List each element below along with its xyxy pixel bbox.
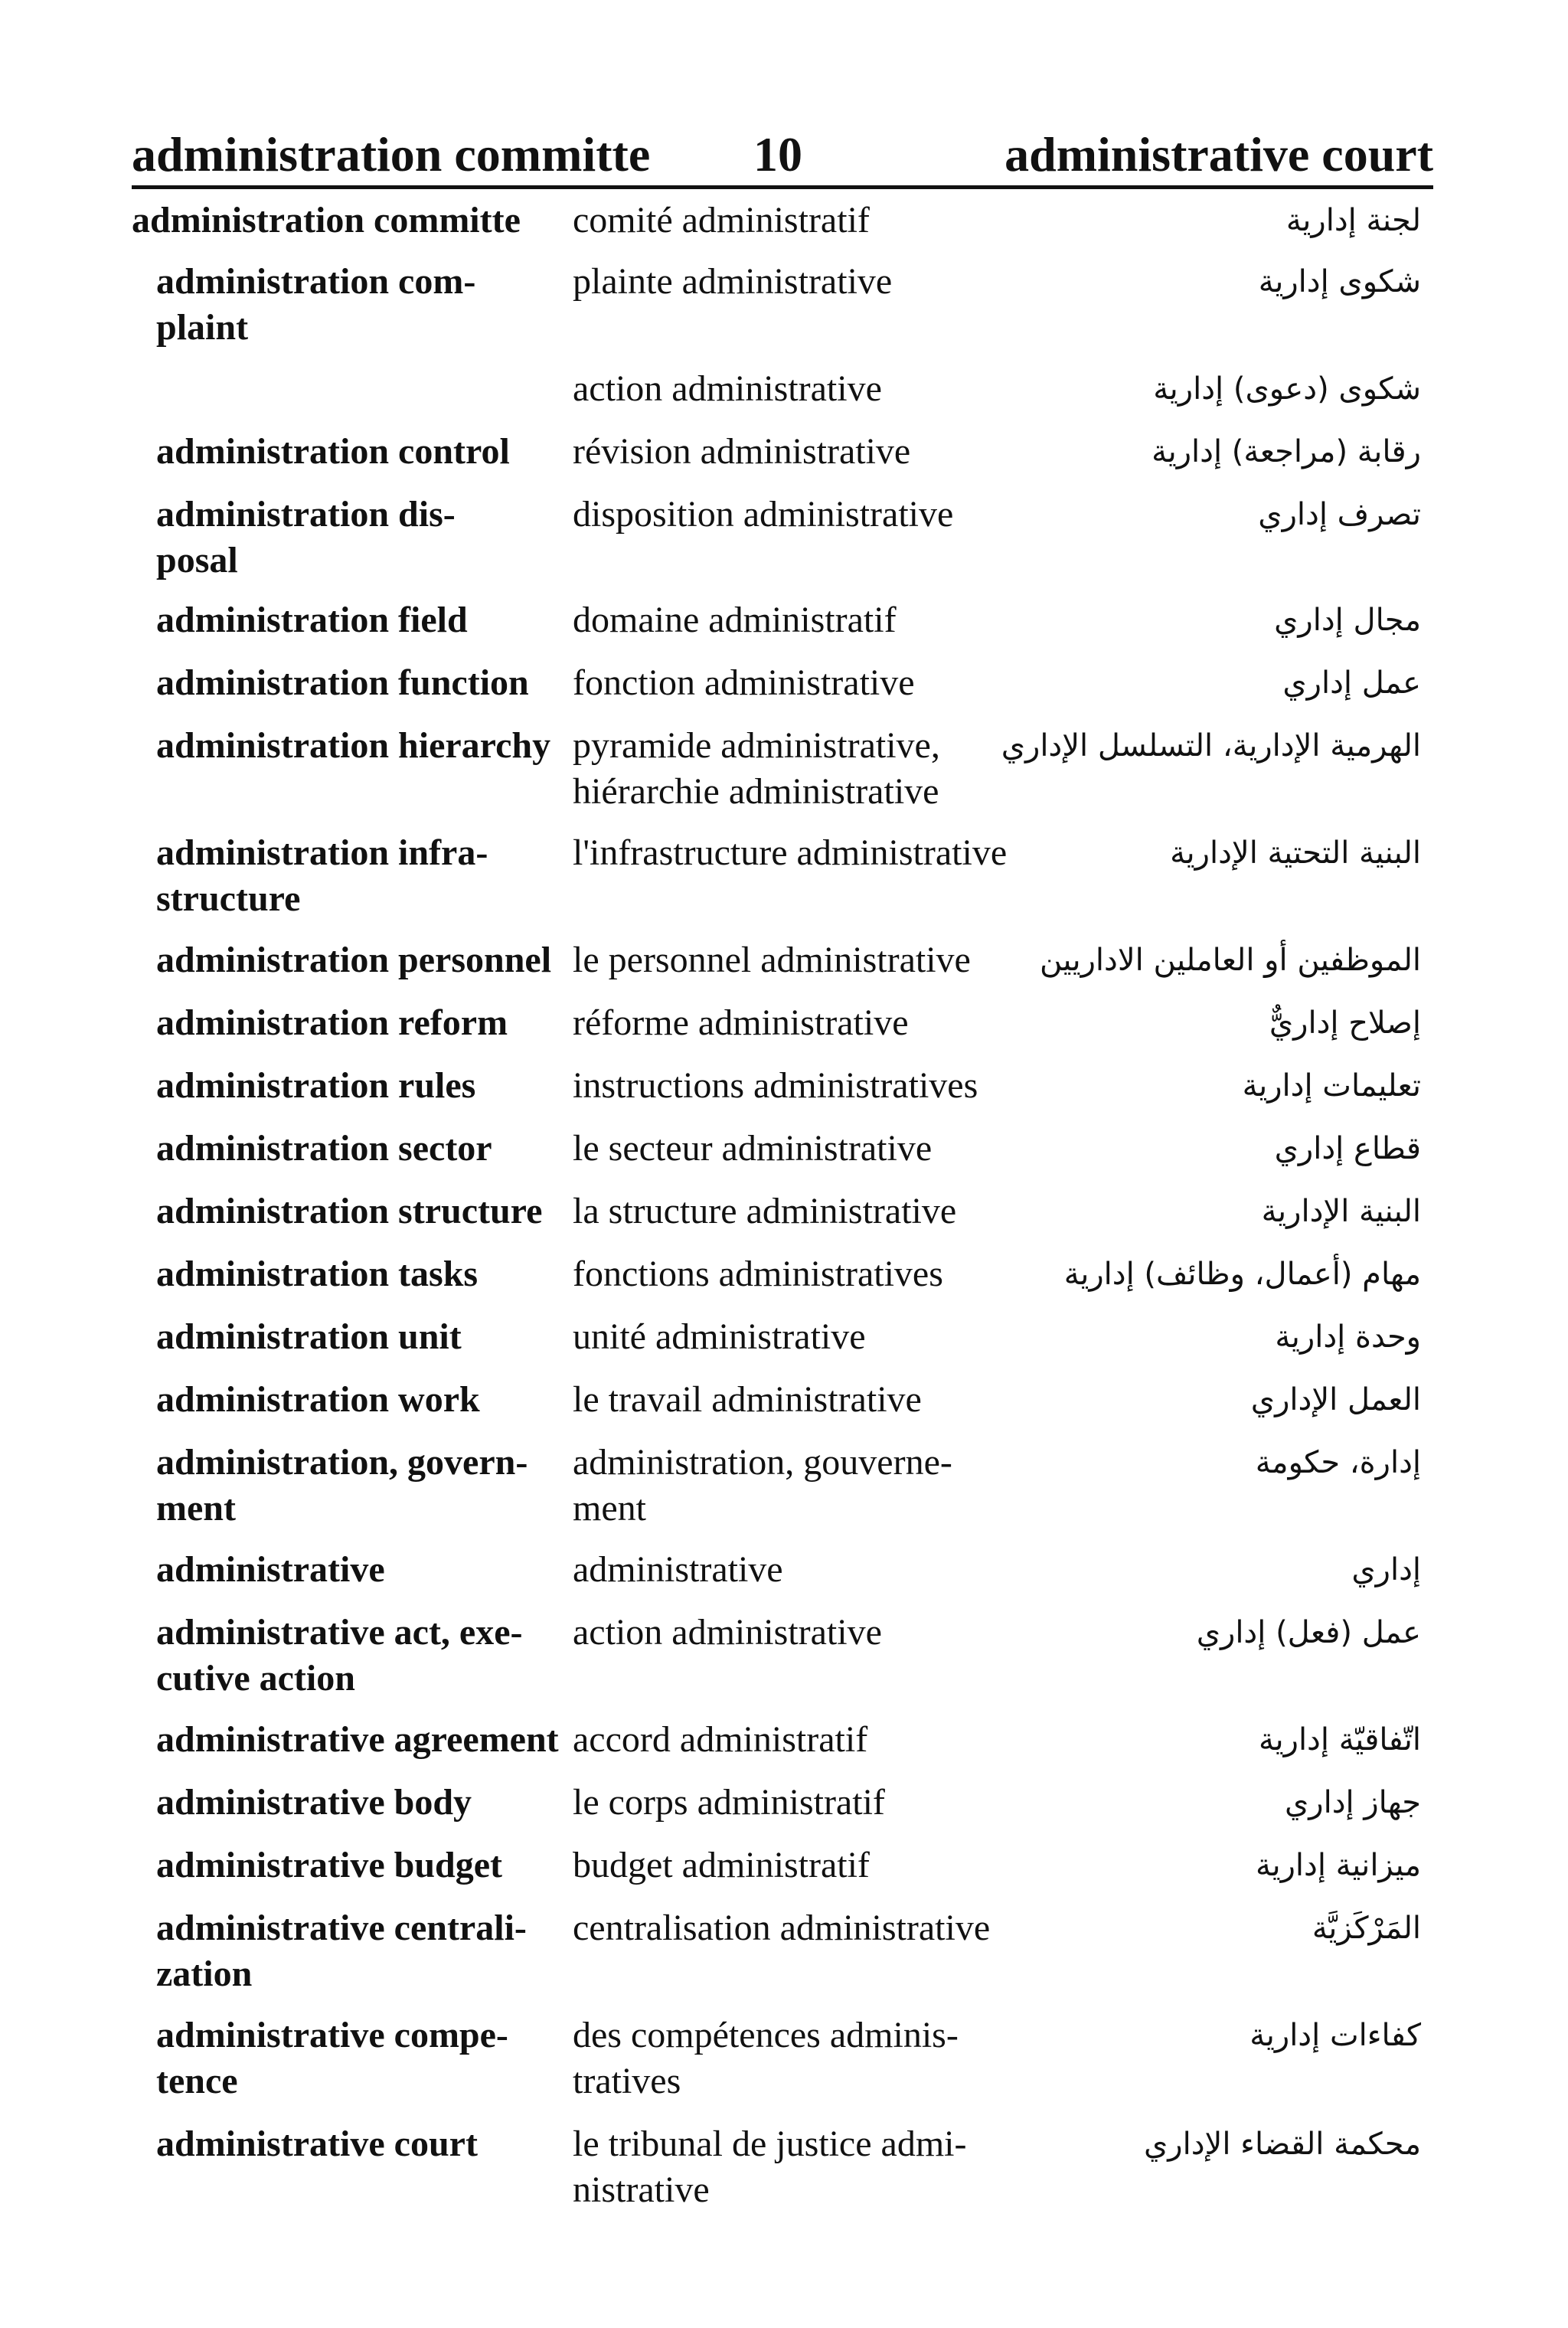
running-header — [132, 124, 1433, 189]
entry-arabic: الهرمية الإدارية، التسلسل الإداري — [1001, 728, 1421, 763]
entry-arabic: تعليمات إدارية — [1242, 1068, 1421, 1104]
entry-english: administrative centrali- zation — [156, 1908, 527, 1994]
entry-english: administrative agreement — [156, 1719, 559, 1760]
dictionary-entry — [0, 492, 1568, 597]
entry-french: unité administrative — [573, 1316, 866, 1357]
entry-french: fonction administrative — [573, 662, 915, 703]
entry-arabic: كفاءات إدارية — [1250, 2018, 1421, 2053]
entry-arabic: إدارة، حكومة — [1255, 1445, 1421, 1480]
entry-french: domaine administratif — [573, 600, 897, 640]
entry-arabic: رقابة (مراجعة) إدارية — [1152, 434, 1421, 469]
entry-english: administration unit — [156, 1316, 462, 1357]
entry-list — [0, 198, 1568, 2228]
entry-french: pyramide administrative, hiérarchie administrative — [573, 725, 940, 812]
entry-arabic: البنية التحتية الإدارية — [1170, 835, 1421, 871]
entry-arabic: مهام (أعمال، وظائف) إدارية — [1063, 1257, 1421, 1292]
entry-english: administration sector — [156, 1128, 492, 1169]
dictionary-entry — [0, 429, 1568, 492]
entry-arabic: وحدة إدارية — [1275, 1319, 1421, 1355]
entry-english: administration dis- posal — [156, 494, 456, 580]
dictionary-entry — [0, 2121, 1568, 2228]
entry-english: administration field — [156, 600, 468, 640]
dictionary-entry — [0, 660, 1568, 723]
dictionary-entry — [0, 1377, 1568, 1440]
dictionary-entry — [0, 1440, 1568, 1547]
entry-french: le corps administratif — [573, 1782, 885, 1823]
header-last-entry: administrative court — [1004, 127, 1433, 181]
dictionary-entry — [0, 198, 1568, 259]
entry-french: révision administrative — [573, 431, 911, 472]
entry-english: administration rules — [156, 1065, 476, 1106]
entry-arabic: شكوى (دعوى) إدارية — [1153, 371, 1421, 407]
entry-english: administration tasks — [156, 1254, 479, 1294]
dictionary-entry — [0, 1610, 1568, 1717]
entry-english: administration infra- structure — [156, 832, 488, 919]
dictionary-entry — [0, 723, 1568, 830]
entry-french: disposition administrative — [573, 494, 954, 535]
entry-arabic: الموظفين أو العاملين الاداريين — [1039, 943, 1421, 978]
entry-french: la structure administrative — [573, 1191, 957, 1231]
entry-english: administration hierarchy — [156, 725, 551, 766]
entry-english: administration committe — [132, 200, 521, 240]
entry-french: administrative — [573, 1549, 783, 1590]
entry-french: centralisation administrative — [573, 1908, 991, 1948]
entry-english: administrative court — [156, 2124, 478, 2164]
dictionary-entry — [0, 259, 1568, 366]
entry-arabic: العمل الإداري — [1250, 1382, 1421, 1417]
entry-english: administration personnel — [156, 940, 552, 980]
entry-arabic: محكمة القضاء الإداري — [1143, 2127, 1421, 2162]
dictionary-entry — [0, 1717, 1568, 1780]
entry-french: le tribunal de justice admi- nistrative — [573, 2124, 967, 2210]
entry-arabic: لجنة إدارية — [1285, 203, 1421, 238]
dictionary-entry — [0, 597, 1568, 660]
entry-arabic: المَرْكَزيَّة — [1312, 1911, 1421, 1946]
entry-french: le secteur administrative — [573, 1128, 933, 1169]
entry-english: administration com- plaint — [156, 261, 476, 348]
entry-english: administrative — [156, 1549, 385, 1590]
entry-french: l'infrastructure administrative — [573, 832, 1008, 873]
dictionary-entry — [0, 830, 1568, 937]
page-number: 10 — [753, 127, 802, 181]
entry-french: action administrative — [573, 368, 882, 409]
entry-french: administration, gouverne- ment — [573, 1442, 952, 1529]
entry-french: des compétences adminis- tratives — [573, 2015, 959, 2101]
entry-arabic: إداري — [1351, 1552, 1421, 1587]
entry-arabic: ميزانية إدارية — [1256, 1848, 1421, 1883]
entry-english: administrative compe- tence — [156, 2015, 508, 2101]
entry-arabic: إصلاح إداريٌّ — [1269, 1005, 1421, 1041]
entry-english: administration function — [156, 662, 529, 703]
dictionary-entry — [0, 1126, 1568, 1189]
entry-french: instructions administratives — [573, 1065, 978, 1106]
entry-french: le personnel administrative — [573, 940, 971, 980]
dictionary-entry — [0, 1189, 1568, 1251]
entry-french: accord administratif — [573, 1719, 868, 1760]
header-first-entry: administration committe — [132, 127, 651, 181]
entry-french: le travail administrative — [573, 1379, 922, 1420]
entry-arabic: مجال إداري — [1274, 603, 1421, 638]
entry-english: administrative budget — [156, 1845, 503, 1885]
entry-english: administration, govern- ment — [156, 1442, 528, 1529]
entry-french: action administrative — [573, 1612, 882, 1653]
entry-english: administration reform — [156, 1002, 508, 1043]
dictionary-entry — [0, 1314, 1568, 1377]
dictionary-entry — [0, 366, 1568, 429]
entry-english: administration control — [156, 431, 510, 472]
entry-arabic: البنية الإدارية — [1261, 1194, 1421, 1229]
dictionary-entry — [0, 1251, 1568, 1314]
entry-french: budget administratif — [573, 1845, 870, 1885]
entry-english: administration structure — [156, 1191, 543, 1231]
entry-arabic: شكوى إدارية — [1258, 264, 1421, 299]
entry-arabic: قطاع إداري — [1274, 1131, 1421, 1166]
entry-arabic: جهاز إداري — [1284, 1785, 1421, 1820]
entry-arabic: اتّفاقيّة إدارية — [1259, 1722, 1421, 1757]
dictionary-entry — [0, 1000, 1568, 1063]
dictionary-entry — [0, 1905, 1568, 2012]
dictionary-entry — [0, 1063, 1568, 1126]
entry-french: fonctions administratives — [573, 1254, 943, 1294]
dictionary-entry — [0, 1842, 1568, 1905]
entry-english: administrative body — [156, 1782, 472, 1823]
dictionary-entry — [0, 2012, 1568, 2121]
entry-french: plainte administrative — [573, 261, 893, 302]
dictionary-entry — [0, 1547, 1568, 1610]
dictionary-entry — [0, 937, 1568, 1000]
dictionary-entry — [0, 1780, 1568, 1842]
entry-arabic: عمل (فعل) إداري — [1196, 1615, 1421, 1650]
entry-arabic: عمل إداري — [1282, 665, 1421, 701]
entry-french: comité administratif — [573, 200, 870, 240]
entry-english: administration work — [156, 1379, 480, 1420]
entry-arabic: تصرف إداري — [1258, 497, 1421, 532]
entry-english: administrative act, exe- cutive action — [156, 1612, 523, 1699]
entry-french: réforme administrative — [573, 1002, 909, 1043]
